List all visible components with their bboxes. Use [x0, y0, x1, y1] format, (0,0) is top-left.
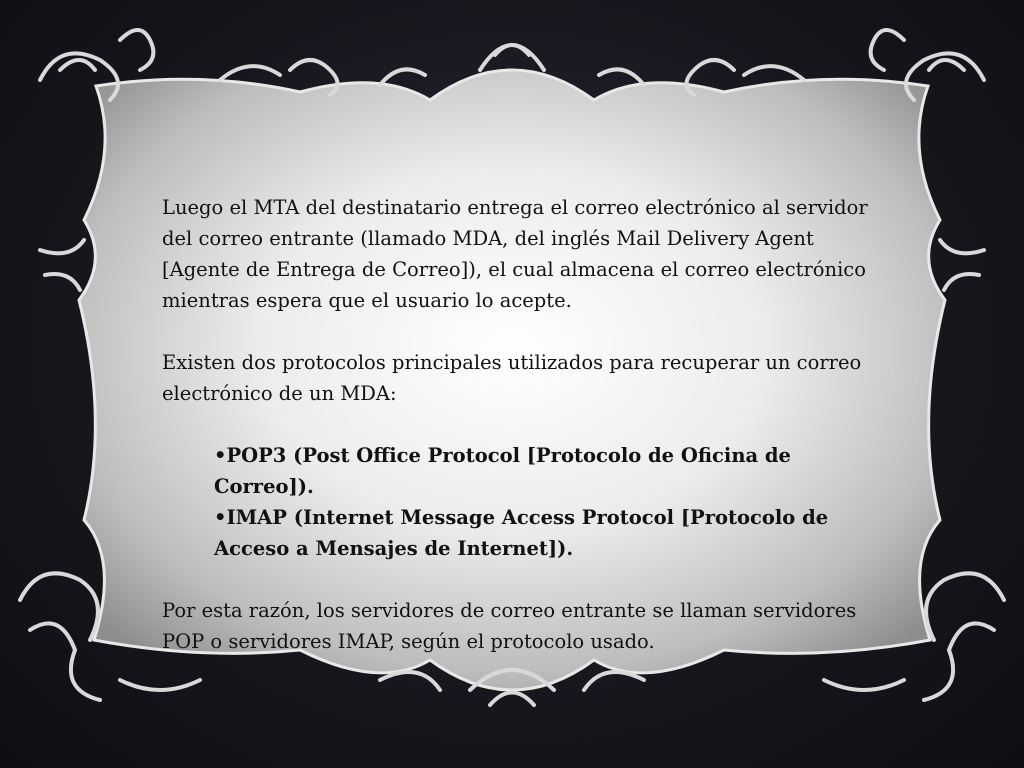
slide-text [162, 192, 882, 657]
list-item-imap: •IMAP (Internet Message Access Protocol [Protocolo de Acceso a Mensajes de Internet]). [214, 506, 829, 560]
list-item-pop3: •POP3 (Post Office Protocol [Protocolo de Oficina de Correo]). [214, 444, 791, 498]
paragraph-conclusion: Por esta razón, los servidores de correo entrante se llaman servidores POP o servidores IMAP, según el protocolo usado. [162, 599, 857, 653]
protocol-list [214, 440, 882, 564]
paragraph-mta-delivery: Luego el MTA del destinatario entrega el correo electrónico al servidor del correo entrante (llamado MDA, del inglés Mail Delivery Agent [Agente de Entrega de Correo]), el cual almacena el correo electrónico mientras espera que el usuario lo acepte. [162, 196, 868, 312]
paragraph-protocols-intro: Existen dos protocolos principales utilizados para recuperar un correo electrónico de un MDA: [162, 351, 862, 405]
